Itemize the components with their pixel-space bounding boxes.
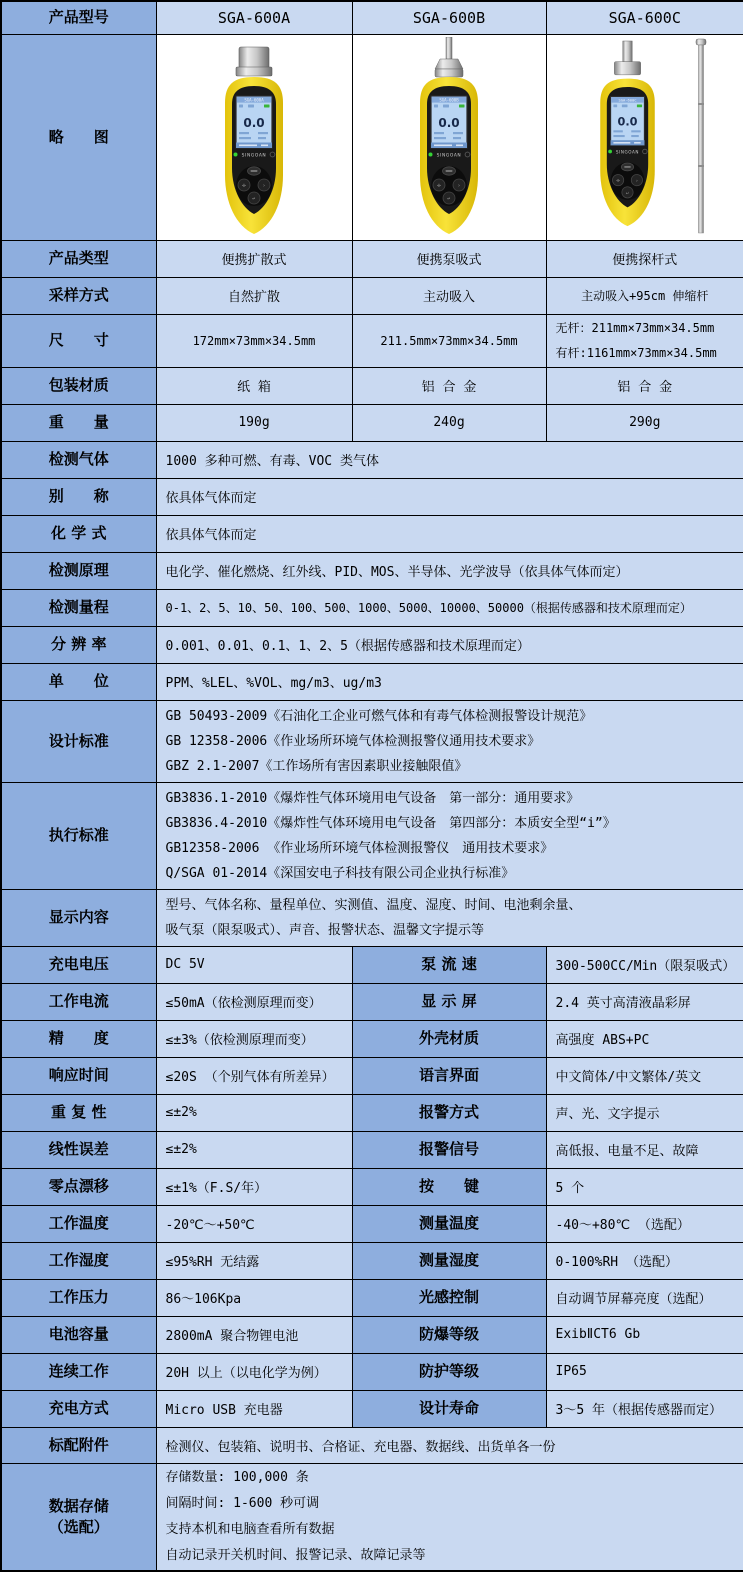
spec-value: ExibⅡCT6 Gb <box>546 1316 743 1353</box>
row-label-display-content: 显示内容 <box>1 889 156 946</box>
svg-text:SGA-600B: SGA-600B <box>439 97 459 103</box>
product-image-sga-600b <box>352 34 546 240</box>
table-row <box>1 1242 743 1279</box>
spec-value: 声、光、文字提示 <box>546 1094 743 1131</box>
standard-line: Q/SGA 01-2014《深国安电子科技有限公司企业执行标准》 <box>165 865 515 881</box>
display-line: 型号、气体名称、量程单位、实测值、温度、湿度、时间、电池剩余量、 <box>165 897 582 913</box>
table-row <box>1 889 743 946</box>
model-name-sga-600a: SGA-600A <box>156 1 352 34</box>
spec-label: 报警方式 <box>352 1094 546 1131</box>
table-row <box>1 1131 743 1168</box>
device-illustration-pump <box>374 37 524 237</box>
table-row <box>1 1205 743 1242</box>
spec-value: DC 5V <box>156 946 352 983</box>
table-row <box>1 1057 743 1094</box>
table-row <box>1 1020 743 1057</box>
spec-value: 高低报、电量不足、故障 <box>546 1131 743 1168</box>
cell-size-c <box>546 314 743 367</box>
spec-value: ≤20S （个别气体有所差异） <box>156 1057 352 1094</box>
table-row <box>1 240 743 277</box>
device-illustration-probe <box>570 37 720 237</box>
table-row <box>1 1353 743 1390</box>
spec-value: ≤95%RH 无结露 <box>156 1242 352 1279</box>
row-label-accessories: 标配附件 <box>1 1427 156 1463</box>
spec-value: ≤±3%（依检测原理而变） <box>156 1020 352 1057</box>
cell-packaging-c: 铝 合 金 <box>546 367 743 404</box>
table-row <box>1 782 743 889</box>
cell-design-standard <box>156 700 743 782</box>
spec-label: 电池容量 <box>1 1316 156 1353</box>
cell-range: 0-1、2、5、10、50、100、500、1000、5000、10000、50000（根据传感器和技术原理而定） <box>156 589 743 626</box>
spec-label: 充电电压 <box>1 946 156 983</box>
spec-label: 响应时间 <box>1 1057 156 1094</box>
size-line: 无杆：211mm×73mm×34.5mm <box>555 320 715 335</box>
row-label-exec-standard: 执行标准 <box>1 782 156 889</box>
cell-display-content <box>156 889 743 946</box>
table-row <box>1 1279 743 1316</box>
cell-weight-b: 240g <box>352 404 546 441</box>
row-label-sketch: 略 图 <box>1 34 156 240</box>
spec-value: 20H 以上（以电化学为例） <box>156 1353 352 1390</box>
row-label-gases: 检测气体 <box>1 441 156 478</box>
spec-label: 零点漂移 <box>1 1168 156 1205</box>
spec-value: ≤±2% <box>156 1131 352 1168</box>
svg-text:SINGOAN: SINGOAN <box>436 153 462 159</box>
row-label-data-storage <box>1 1463 156 1571</box>
spec-label: 外壳材质 <box>352 1020 546 1057</box>
svg-text:SINGOAN: SINGOAN <box>241 153 267 159</box>
cell-formula: 依具体气体而定 <box>156 515 743 552</box>
svg-text:SGA-600A: SGA-600A <box>244 97 264 103</box>
standard-line: GB 50493-2009《石油化工企业可燃气体和有毒气体检测报警设计规范》 <box>165 708 593 724</box>
spec-value: 自动调节屏幕亮度（选配） <box>546 1279 743 1316</box>
row-label-packaging: 包装材质 <box>1 367 156 404</box>
standard-line: GB3836.4-2010《爆炸性气体环境用电气设备 第四部分：本质安全型“i”》 <box>165 815 616 831</box>
table-row <box>1 34 743 240</box>
table-row <box>1 404 743 441</box>
row-label-product-type: 产品类型 <box>1 240 156 277</box>
cell-data-storage <box>156 1463 743 1571</box>
svg-text:✣: ✣ <box>437 184 441 190</box>
product-image-sga-600a <box>156 34 352 240</box>
cell-exec-standard <box>156 782 743 889</box>
standard-line: GB 12358-2006《作业场所环境气体检测报警仪通用技术要求》 <box>165 733 541 749</box>
svg-text:↵: ↵ <box>447 197 451 203</box>
table-row <box>1 478 743 515</box>
cell-weight-a: 190g <box>156 404 352 441</box>
spec-label: 测量温度 <box>352 1205 546 1242</box>
spec-value: 高强度 ABS+PC <box>546 1020 743 1057</box>
model-name-sga-600c: SGA-600C <box>546 1 743 34</box>
spec-label: 按 键 <box>352 1168 546 1205</box>
row-label-resolution: 分 辨 率 <box>1 626 156 663</box>
table-row <box>1 515 743 552</box>
spec-label: 连续工作 <box>1 1353 156 1390</box>
spec-label: 显 示 屏 <box>352 983 546 1020</box>
cell-principle: 电化学、催化燃烧、红外线、PID、MOS、半导体、光学波导（依具体气体而定） <box>156 552 743 589</box>
spec-value: ≤±2% <box>156 1094 352 1131</box>
table-row <box>1 983 743 1020</box>
table-row <box>1 277 743 314</box>
cell-packaging-a: 纸 箱 <box>156 367 352 404</box>
spec-label: 报警信号 <box>352 1131 546 1168</box>
table-row <box>1 626 743 663</box>
spec-label: 防护等级 <box>352 1353 546 1390</box>
spec-label: 光感控制 <box>352 1279 546 1316</box>
svg-text:↵: ↵ <box>625 190 629 196</box>
svg-text:0.0: 0.0 <box>438 116 460 130</box>
model-name-sga-600b: SGA-600B <box>352 1 546 34</box>
table-row <box>1 1390 743 1427</box>
svg-text:›: › <box>635 179 638 185</box>
svg-text:›: › <box>263 183 265 189</box>
cell-accessories: 检测仪、包装箱、说明书、合格证、充电器、数据线、出货单各一份 <box>156 1427 743 1463</box>
spec-label: 测量湿度 <box>352 1242 546 1279</box>
cell-type-a: 便携扩散式 <box>156 240 352 277</box>
table-row <box>1 1 743 34</box>
spec-value: -40～+80℃ （选配） <box>546 1205 743 1242</box>
storage-line: 间隔时间: 1-600 秒可调 <box>165 1495 320 1511</box>
cell-resolution: 0.001、0.01、0.1、1、2、5（根据传感器和技术原理而定） <box>156 626 743 663</box>
spec-value: 中文简体/中文繁体/英文 <box>546 1057 743 1094</box>
cell-size-b: 211.5mm×73mm×34.5mm <box>352 314 546 367</box>
table-row <box>1 367 743 404</box>
spec-label: 工作压力 <box>1 1279 156 1316</box>
cell-alias: 依具体气体而定 <box>156 478 743 515</box>
spec-value: 300-500CC/Min（限泵吸式） <box>546 946 743 983</box>
standard-line: GB3836.1-2010《爆炸性气体环境用电气设备 第一部分：通用要求》 <box>165 790 580 806</box>
spec-value: 0-100%RH （选配） <box>546 1242 743 1279</box>
table-row <box>1 552 743 589</box>
storage-line: 支持本机和电脑查看所有数据 <box>165 1521 335 1537</box>
storage-label-line: （选配） <box>48 1517 109 1536</box>
storage-line: 存储数量: 100,000 条 <box>165 1469 309 1485</box>
table-row <box>1 1316 743 1353</box>
spec-label: 防爆等级 <box>352 1316 546 1353</box>
row-label-range: 检测量程 <box>1 589 156 626</box>
table-row <box>1 663 743 700</box>
spec-value: ≤±1%（F.S/年） <box>156 1168 352 1205</box>
spec-value: ≤50mA（依检测原理而变） <box>156 983 352 1020</box>
spec-label: 线性误差 <box>1 1131 156 1168</box>
cell-size-a: 172mm×73mm×34.5mm <box>156 314 352 367</box>
spec-label: 精 度 <box>1 1020 156 1057</box>
spec-value: 86～106Kpa <box>156 1279 352 1316</box>
svg-text:›: › <box>458 183 460 189</box>
row-label-principle: 检测原理 <box>1 552 156 589</box>
spec-value: IP65 <box>546 1353 743 1390</box>
spec-label: 充电方式 <box>1 1390 156 1427</box>
row-label-design-standard: 设计标准 <box>1 700 156 782</box>
table-row <box>1 946 743 983</box>
cell-type-b: 便携泵吸式 <box>352 240 546 277</box>
spec-label: 工作温度 <box>1 1205 156 1242</box>
cell-sampling-a: 自然扩散 <box>156 277 352 314</box>
row-label-product-model: 产品型号 <box>1 1 156 34</box>
svg-text:✣: ✣ <box>616 178 620 184</box>
standard-line: GBZ 2.1-2007《工作场所有害因素职业接触限值》 <box>165 758 468 774</box>
storage-label-line: 数据存储 <box>48 1496 109 1515</box>
device-illustration-diffusion <box>179 37 329 237</box>
row-label-weight: 重 量 <box>1 404 156 441</box>
spec-value: 3～5 年（根据传感器而定） <box>546 1390 743 1427</box>
table-row <box>1 314 743 367</box>
spec-label: 泵 流 速 <box>352 946 546 983</box>
svg-text:0.0: 0.0 <box>243 116 265 130</box>
spec-label: 工作电流 <box>1 983 156 1020</box>
row-label-alias: 别 称 <box>1 478 156 515</box>
cell-weight-c: 290g <box>546 404 743 441</box>
cell-sampling-c: 主动吸入+95cm 伸缩杆 <box>546 277 743 314</box>
svg-text:0.0: 0.0 <box>617 115 638 129</box>
spec-value: 2800mA 聚合物锂电池 <box>156 1316 352 1353</box>
spec-label: 重 复 性 <box>1 1094 156 1131</box>
spec-value: Micro USB 充电器 <box>156 1390 352 1427</box>
table-row <box>1 1463 743 1571</box>
cell-packaging-b: 铝 合 金 <box>352 367 546 404</box>
storage-line: 自动记录开关机时间、报警记录、故障记录等 <box>165 1547 426 1563</box>
table-row <box>1 1427 743 1463</box>
table-row <box>1 700 743 782</box>
svg-text:✣: ✣ <box>242 184 246 190</box>
spec-value: -20℃～+50℃ <box>156 1205 352 1242</box>
spec-label: 工作湿度 <box>1 1242 156 1279</box>
row-label-size: 尺 寸 <box>1 314 156 367</box>
cell-unit: PPM、%LEL、%VOL、mg/m3、ug/m3 <box>156 663 743 700</box>
product-image-sga-600c <box>546 34 743 240</box>
display-line: 吸气泵（限泵吸式）、声音、报警状态、温馨文字提示等 <box>165 922 485 938</box>
table-row <box>1 441 743 478</box>
spec-label: 语言界面 <box>352 1057 546 1094</box>
cell-gases: 1000 多种可燃、有毒、VOC 类气体 <box>156 441 743 478</box>
spec-label: 设计寿命 <box>352 1390 546 1427</box>
svg-text:↵: ↵ <box>252 197 256 203</box>
svg-text:SGA-600C: SGA-600C <box>618 98 637 103</box>
svg-text:SINGOAN: SINGOAN <box>615 149 639 155</box>
cell-sampling-b: 主动吸入 <box>352 277 546 314</box>
spec-value: 5 个 <box>546 1168 743 1205</box>
size-line: 有杆:1161mm×73mm×34.5mm <box>555 345 717 360</box>
table-row <box>1 1168 743 1205</box>
row-label-sampling: 采样方式 <box>1 277 156 314</box>
row-label-unit: 单 位 <box>1 663 156 700</box>
table-row <box>1 589 743 626</box>
standard-line: GB12358-2006 《作业场所环境气体检测报警仪 通用技术要求》 <box>165 840 554 856</box>
table-row <box>1 1094 743 1131</box>
spec-value: 2.4 英寸高清液晶彩屏 <box>546 983 743 1020</box>
cell-type-c: 便携探杆式 <box>546 240 743 277</box>
row-label-formula: 化 学 式 <box>1 515 156 552</box>
